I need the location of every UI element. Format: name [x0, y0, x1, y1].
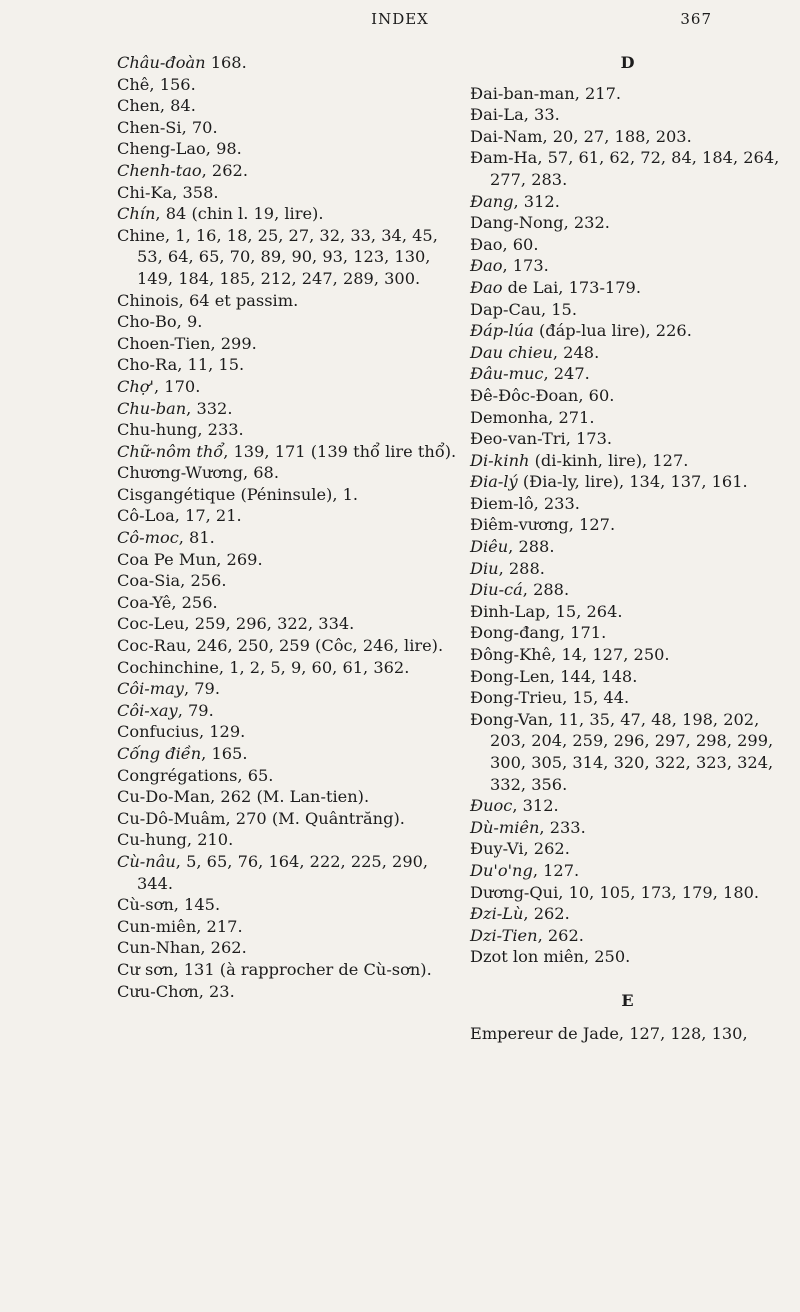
entry-references: , 127. [532, 860, 580, 880]
entry-term: Diu [470, 558, 499, 578]
entry-references: , 139, 171 (139 thổ lire thổ). [223, 441, 457, 461]
index-entry [470, 147, 785, 190]
entry-references: , 170. [154, 376, 201, 396]
entry-references: , 144, 148. [549, 666, 638, 686]
section-heading-e: E [621, 990, 634, 1010]
entry-references: , 23. [198, 981, 235, 1001]
index-entry [470, 450, 785, 472]
entry-references: , 11, 35, 47, 48, 198, 202, 203, 204, 259, 296, 297, 298, 299, 300, 305, 314, 320, 322, 323, 324, 332, 356. [490, 709, 774, 794]
entry-references: , 20, 27, 188, 203. [542, 126, 692, 146]
entry-references: , 262. [523, 839, 570, 859]
entry-term: Đang [470, 191, 514, 211]
index-entry [117, 441, 457, 463]
entry-references: , 262. [201, 160, 248, 180]
index-entry [470, 83, 785, 105]
index-entry [117, 182, 457, 204]
index-entry [117, 808, 457, 830]
entry-term: Cu-Dô-Muâm [117, 808, 226, 828]
entry-references: , 5, 65, 76, 164, 222, 225, 290, 344. [137, 851, 429, 893]
index-entry [470, 644, 785, 666]
index-entry [470, 666, 785, 688]
entry-references: (Đia-ly, lire), 134, 137, 161. [517, 472, 748, 492]
page-header [0, 10, 800, 32]
entry-references: , 156. [149, 74, 196, 94]
index-entry [470, 385, 785, 407]
entry-references: , 17, 21. [174, 506, 242, 526]
index-entry [117, 657, 457, 679]
entry-term: Côi-may [117, 679, 184, 699]
entry-term: Đao [470, 234, 503, 254]
entry-references: (di-kinh, lire), 127. [529, 450, 689, 470]
entry-term: Dzot lon miên [470, 947, 584, 967]
entry-references: , 358. [172, 182, 219, 202]
entry-term: Đam-Ha [470, 148, 538, 168]
index-entry [117, 721, 457, 743]
entry-references: , 232. [563, 213, 610, 233]
entry-term: Chen [117, 96, 160, 116]
entry-references: , 98. [205, 139, 242, 159]
entry-references: , 1, 2, 5, 9, 60, 61, 362. [218, 657, 410, 677]
entry-term: Chín [117, 204, 156, 224]
entry-references: , 288. [522, 580, 570, 600]
index-entry [117, 981, 457, 1003]
entry-references: , 312. [513, 191, 560, 211]
entry-term: Empereur de Jade [470, 1023, 619, 1043]
index-entry [117, 376, 457, 398]
entry-references: , 270 (M. Quântrăng). [225, 808, 405, 828]
entry-references: , 129. [198, 722, 246, 742]
index-entry [470, 601, 785, 623]
index-entry [470, 342, 785, 364]
entry-references: de Lai, 173-179. [502, 277, 641, 297]
entry-references: 168. [205, 53, 247, 72]
index-entry [470, 536, 785, 558]
entry-term: Coa-Sia [117, 571, 181, 591]
entry-references: , 256. [180, 571, 227, 591]
entry-term: Coa-Yê [117, 592, 172, 612]
entry-term: Cô-moc [117, 528, 179, 548]
entry-references: , 173. [502, 256, 549, 276]
entry-references: , 9. [176, 312, 203, 332]
index-entry [470, 860, 785, 882]
entry-term: Diu-cá [470, 580, 523, 600]
entry-references: , 247. [543, 364, 590, 384]
index-entry [117, 354, 457, 376]
entry-references: , 79. [177, 700, 214, 720]
entry-term: Điêm-vương [470, 515, 569, 535]
entry-term: Choen-Tien [117, 333, 211, 353]
index-entry [117, 462, 457, 484]
entry-term: Đâu-muc [470, 364, 544, 384]
entry-references: , 1, 16, 18, 25, 27, 32, 33, 34, 45, 53, 64, 65, 70, 89, 90, 93, 123, 130, 149, 184, 185, 212, 247, 289, 300. [137, 225, 438, 288]
entry-term: Dang-Nong [470, 213, 564, 233]
entry-references: , 210. [186, 830, 234, 850]
index-entry [117, 505, 457, 527]
entry-references: , 70. [181, 117, 218, 137]
entry-references: , 269. [216, 549, 263, 569]
entry-references: , 15. [540, 299, 577, 319]
entry-term: Chu-hung [117, 420, 198, 440]
entry-term: Chenh-tao [117, 160, 202, 180]
entry-term: Đai-ban-man [470, 83, 575, 103]
entry-term: Đuy-Vi [470, 839, 524, 859]
entry-term: Confucius [117, 722, 199, 742]
entry-term: Điem-lô [470, 493, 534, 513]
entry-term: Đeo-van-Tri [470, 429, 566, 449]
entry-references: , 217. [196, 916, 243, 936]
entry-term: Du'o'ng [470, 860, 533, 880]
entry-references: , 68. [242, 463, 279, 483]
entry-references: , 262. [523, 904, 570, 924]
entry-references: , 65. [237, 765, 274, 785]
index-entry [117, 743, 457, 765]
index-entry [470, 363, 785, 385]
entry-term: Cho-Bo [117, 312, 177, 332]
entry-references: , 1. [332, 484, 359, 504]
entry-term: Cư sơn [117, 959, 174, 979]
index-entry [117, 398, 457, 420]
index-entry [470, 126, 785, 148]
entry-references: , 288. [508, 537, 555, 557]
index-entry [117, 52, 457, 74]
entry-references: , 84 (chin l. 19, lire). [155, 204, 324, 224]
index-entry [117, 635, 457, 657]
entry-term: Dau chieu [470, 342, 553, 362]
entry-term: Côi-xay [117, 700, 178, 720]
index-entry [117, 829, 457, 851]
entry-term: Cô-Loa [117, 506, 175, 526]
entry-term: Đai-La [470, 105, 524, 125]
index-entry [470, 255, 785, 277]
entry-term: Chi-Ka [117, 182, 173, 202]
entry-references: , 11, 15. [177, 355, 245, 375]
entry-references: , 15, 264. [545, 601, 623, 621]
entry-term: Chợ' [117, 376, 155, 396]
entry-references: , 233. [539, 817, 586, 837]
index-entry [117, 592, 457, 614]
index-entry [117, 700, 457, 722]
entry-term: Dzi-Tien [470, 925, 538, 945]
index-entry [470, 514, 785, 536]
index-entry [470, 299, 785, 321]
index-entry [117, 117, 457, 139]
index-entry [117, 138, 457, 160]
index-entry [470, 838, 785, 860]
entry-term: Chinois [117, 290, 179, 310]
index-entry [117, 74, 457, 96]
entry-term: Cù-sơn [117, 895, 174, 915]
index-entry [117, 916, 457, 938]
index-entry [117, 678, 457, 700]
entry-references: , 288. [498, 558, 545, 578]
entry-references: , 246, 250, 259 (Côc, 246, lire). [186, 636, 444, 656]
entry-references: , 250. [583, 947, 631, 967]
index-entry [470, 493, 785, 515]
index-column-right [470, 52, 785, 1044]
entry-references: , 60. [578, 385, 615, 405]
entry-term: Chine [117, 225, 165, 245]
index-entry [470, 817, 785, 839]
entry-references: , 33. [523, 105, 560, 125]
entry-references: , 312. [512, 796, 559, 816]
entry-references: , 262. [537, 925, 584, 945]
entry-term: Demonha [470, 407, 549, 427]
entry-term: Dap-Cau [470, 299, 541, 319]
entry-term: Cưu-Chơn [117, 981, 199, 1001]
entry-references: , 173. [565, 429, 613, 449]
index-entry [117, 937, 457, 959]
entry-term: Đong-đang [470, 623, 560, 643]
entry-term: Dương-Qui [470, 882, 559, 902]
index-entry [117, 225, 457, 290]
entry-references: , 84. [159, 96, 196, 116]
entry-term: Chữ-nôm thổ [117, 441, 224, 461]
entry-references: , 271. [548, 407, 595, 427]
index-entry [470, 946, 785, 968]
entry-term: Đia-lý [470, 472, 518, 492]
index-entry [117, 786, 457, 808]
index-entry [470, 277, 785, 299]
index-entry [470, 428, 785, 450]
entry-term: Congrégations [117, 765, 238, 785]
entry-term: Cochinchine [117, 657, 219, 677]
index-entry [470, 622, 785, 644]
entry-term: Cisgangétique (Péninsule) [117, 484, 333, 504]
index-entry [470, 903, 785, 925]
entry-references: , 127. [568, 515, 616, 535]
entry-references: , 233. [533, 493, 580, 513]
entry-references: , 259, 296, 322, 334. [184, 614, 355, 634]
index-entry [470, 558, 785, 580]
index-entry [470, 471, 785, 493]
entry-term: Dai-Nam [470, 126, 543, 146]
entry-references: (đáp-lua lire), 226. [533, 321, 692, 341]
index-entry [117, 570, 457, 592]
entry-references: , 10, 105, 173, 179, 180. [558, 882, 760, 902]
index-entry [470, 212, 785, 234]
entry-term: Đong-Van [470, 709, 549, 729]
index-entry [117, 290, 457, 312]
entry-references: , 299. [210, 333, 257, 353]
entry-references: , 248. [552, 342, 600, 362]
index-entry [117, 311, 457, 333]
entry-references: , 127, 128, 130, [618, 1023, 748, 1043]
entry-references: , 262 (M. Lan-tien). [210, 787, 370, 807]
index-entry [117, 203, 457, 225]
index-entry [470, 191, 785, 213]
entry-term: Coc-Rau [117, 636, 187, 656]
entry-term: Cho-Ra [117, 355, 178, 375]
entry-references: , 131 (à rapprocher de Cù-sơn). [173, 959, 432, 979]
index-entry [117, 95, 457, 117]
entry-references: , 81. [178, 528, 215, 548]
entry-term: Cù-nâu [117, 851, 176, 871]
section-e-entries [470, 1023, 785, 1045]
entry-term: Đong-Len [470, 666, 550, 686]
entry-term: Cheng-Lao [117, 139, 206, 159]
index-entry [470, 407, 785, 429]
entry-term: Coa Pe Mun [117, 549, 217, 569]
entry-term: Diêu [470, 537, 509, 557]
entry-term: Đinh-Lap [470, 601, 546, 621]
entry-references: , 256. [171, 592, 218, 612]
entry-references: , 60. [502, 234, 539, 254]
entry-term: Chen-Si [117, 117, 182, 137]
entry-term: Đao [470, 256, 503, 276]
entry-references: , 14, 127, 250. [551, 645, 670, 665]
entry-term: Chê [117, 74, 150, 94]
entry-references: , 332. [186, 398, 233, 418]
section-d-entries [470, 83, 785, 968]
index-entry [117, 959, 457, 981]
index-entry [470, 104, 785, 126]
page-number: 367 [680, 10, 712, 28]
entry-term: Đáp-lúa [470, 321, 534, 341]
entry-term: Đông-Khê [470, 645, 552, 665]
index-entry [117, 894, 457, 916]
entry-term: Cun-miên [117, 916, 197, 936]
entry-term: Đê-Đôc-Đoan [470, 385, 579, 405]
entry-term: Dù-miên [470, 817, 540, 837]
entry-references: , 171. [559, 623, 607, 643]
entry-references: , 15, 44. [562, 688, 630, 708]
index-entry [470, 795, 785, 817]
index-entry [117, 419, 457, 441]
entry-references: , 233. [197, 420, 244, 440]
index-entry [470, 882, 785, 904]
index-entry [117, 333, 457, 355]
entry-references: , 262. [200, 938, 247, 958]
index-entry [470, 234, 785, 256]
entry-term: Cống điền [117, 744, 202, 763]
index-entry [117, 549, 457, 571]
entry-term: Coc-Leu [117, 614, 185, 634]
index-entry [117, 527, 457, 549]
index-entry [470, 709, 785, 795]
entry-term: Chương-Wương [117, 463, 243, 483]
index-entry [117, 613, 457, 635]
index-entry [470, 925, 785, 947]
entry-term: Di-kinh [470, 450, 530, 470]
entry-references: , 145. [173, 895, 221, 915]
running-title: INDEX [371, 10, 429, 28]
index-entry [117, 160, 457, 182]
entry-term: Cu-hung [117, 830, 187, 850]
entry-references: , 57, 61, 62, 72, 84, 184, 264, 277, 283. [490, 148, 780, 189]
entry-references: , 79. [183, 679, 220, 699]
entry-term: Cu-Do-Man [117, 787, 211, 807]
entry-references: , 165. [201, 744, 248, 763]
entry-references: , 217. [574, 83, 622, 103]
index-entry [117, 484, 457, 506]
entry-term: Cun-Nhan [117, 938, 201, 958]
index-entry [470, 1023, 785, 1045]
entry-term: Đao [470, 277, 503, 297]
entry-term: Chu-ban [117, 398, 187, 418]
entry-term: Châu-đoàn [117, 53, 206, 72]
index-entry [470, 579, 785, 601]
index-entry [470, 320, 785, 342]
entry-references: , 64 et passim. [178, 290, 299, 310]
index-entry [117, 765, 457, 787]
index-column-left [117, 52, 457, 1002]
index-entry [117, 851, 457, 894]
entry-term: Đong-Trieu [470, 688, 563, 708]
section-heading-d: D [620, 53, 635, 72]
entry-term: Đuoc [470, 796, 513, 816]
index-entry [470, 687, 785, 709]
entry-term: Đzi-Lù [470, 904, 524, 924]
